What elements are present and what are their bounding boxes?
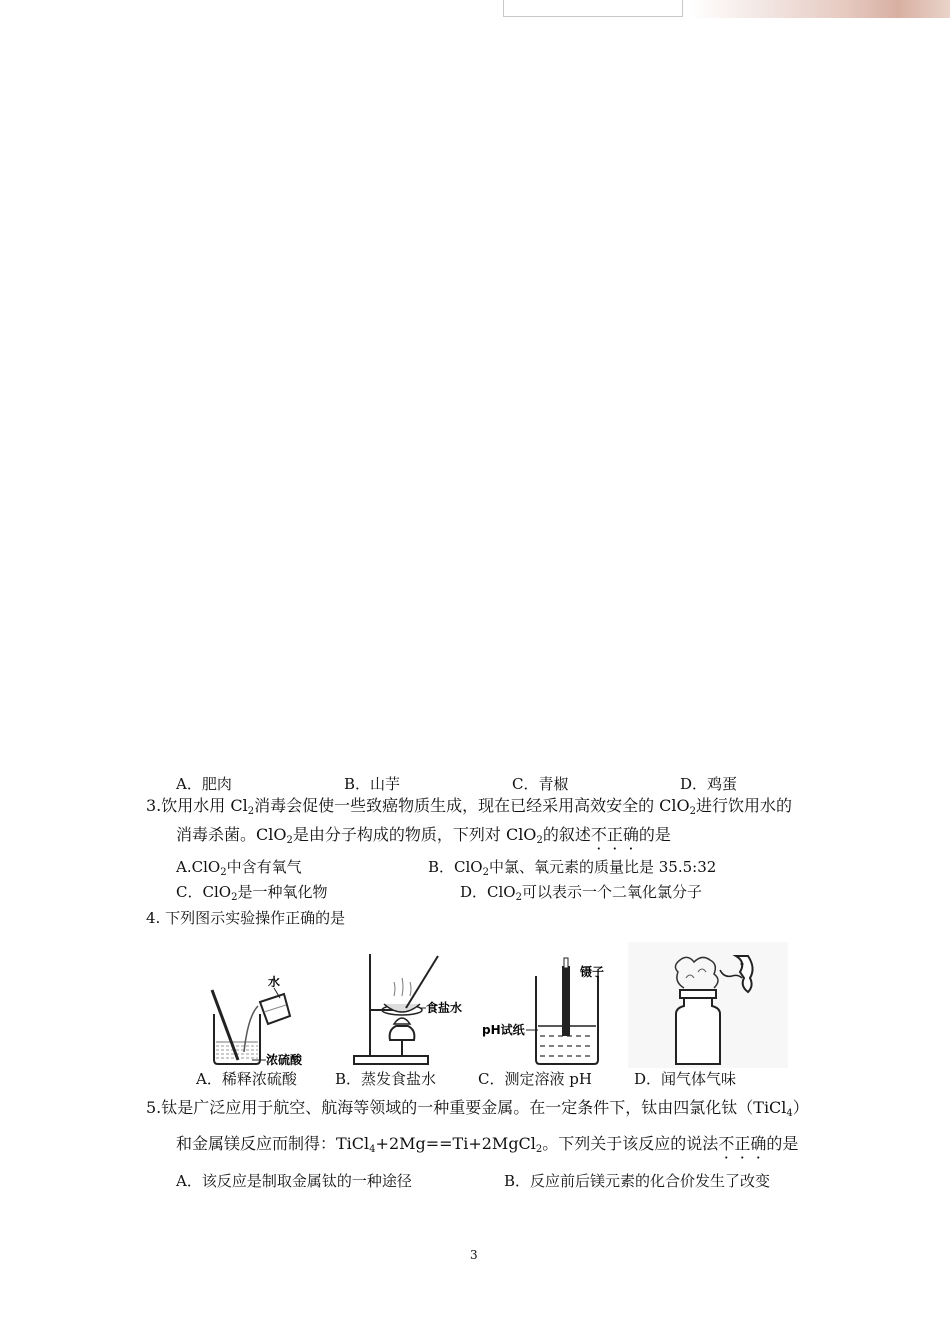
figure-measure-ph xyxy=(480,942,610,1068)
q4-option-b: B．蒸发食盐水 xyxy=(335,1070,437,1088)
page-number: 3 xyxy=(470,1248,478,1262)
label-conc-acid: 浓硫酸 xyxy=(266,1053,303,1067)
emphasis-char: 正 xyxy=(606,825,623,844)
q3-stem-line1: 3.饮用水用 $Cl_2$消毒会促使一些致癌物质生成，现在已经采用高效安全的 ClO$_2$进行饮用水的 xyxy=(146,796,793,817)
emphasis-char: 不 xyxy=(718,1134,735,1153)
q5-stem-line2: 和金属镁反应而制得：TiCl$_4$+2Mg==Ti+2MgCl$_2$。下列关于该反应的说法不正确的是 xyxy=(176,1134,799,1155)
q4-stem: 4. 下列图示实验操作正确的是 xyxy=(146,909,346,927)
label-water: 水 xyxy=(268,975,281,989)
emphasis-char: 确 xyxy=(622,825,639,844)
header-box xyxy=(503,0,683,17)
q3-option-a: A.ClO$_2$中含有氧气 xyxy=(176,858,302,878)
q2-option-d: D．鸡蛋 xyxy=(680,775,738,793)
emphasis-char: 不 xyxy=(590,825,607,844)
q2-option-a: A．肥肉 xyxy=(176,775,232,793)
emphasis-char: 正 xyxy=(734,1134,751,1153)
q4-option-d: D．闻气体气味 xyxy=(634,1070,737,1088)
figure-smell-gas xyxy=(628,942,788,1068)
figure-evaporation xyxy=(350,942,463,1068)
q5-stem-line1: 5.钛是广泛应用于航空、航海等领域的一种重要金属。在一定条件下，钛由四氯化钛（TiCl$_4$） xyxy=(146,1098,809,1119)
q2-option-c: C．青椒 xyxy=(512,775,569,793)
label-tweezers: 镊子 xyxy=(580,965,605,979)
q3-stem-line2: 消毒杀菌。ClO$_2$是由分子构成的物质，下列对 ClO$_2$的叙述不正确的是 xyxy=(176,825,671,846)
header-image xyxy=(690,0,950,18)
q4-option-a: A．稀释浓硫酸 xyxy=(196,1070,297,1088)
q2-option-b: B．山芋 xyxy=(344,775,401,793)
figure-dilute-acid xyxy=(200,942,312,1068)
label-ph-paper: pH试纸 xyxy=(482,1023,525,1037)
label-salt-water: 食盐水 xyxy=(426,1001,463,1015)
q5-option-b: B．反应前后镁元素的化合价发生了改变 xyxy=(504,1172,771,1190)
q3-option-b: B．ClO$_2$中氯、氧元素的质量比是 35.5:32 xyxy=(428,858,717,878)
q3-option-d: D．ClO$_2$可以表示一个二氧化氯分子 xyxy=(460,883,702,903)
q4-option-c: C．测定溶液 pH xyxy=(478,1070,592,1088)
q3-option-c: C．ClO$_2$是一种氧化物 xyxy=(176,883,328,903)
emphasis-char: 确 xyxy=(750,1134,767,1153)
q5-option-a: A．该反应是制取金属钛的一种途径 xyxy=(176,1172,412,1190)
